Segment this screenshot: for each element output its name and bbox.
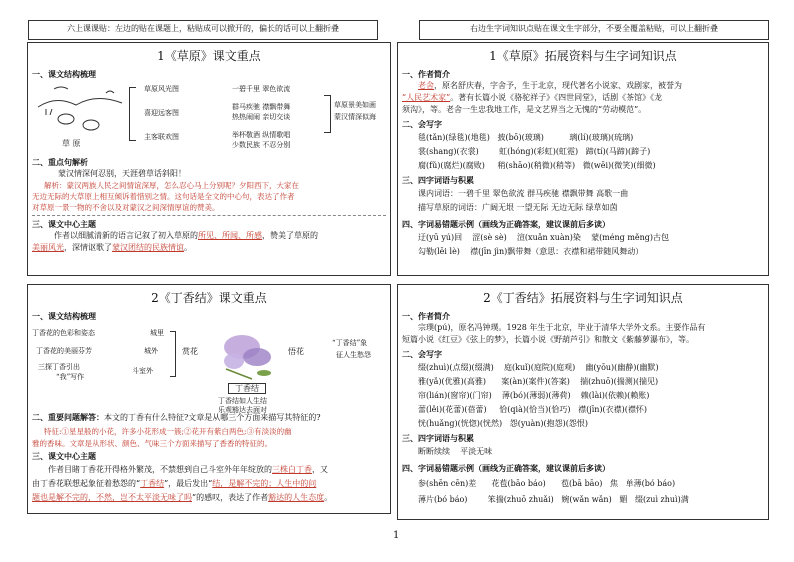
author-line: 须沟》，等。老舍一生忠我地工作，是文艺界当之无愧的“劳动模范”。 [402, 105, 647, 114]
fig-label: 丁香结 [228, 383, 266, 394]
fig-scene-2: 喜迎远客图 [144, 109, 179, 117]
lilac-illustration [212, 327, 282, 383]
fig-detail-5: 少数民族 不忍分别 [232, 141, 291, 149]
word-row: 蕾(lěi)(花蕾)(蓓蕾) 恰(qià)(恰当)(恰巧) 襟(jīn)(衣襟)(襟怀) [418, 405, 648, 414]
fig-quote-2: 征人生愁怨 [336, 351, 371, 359]
fig-left-1: 丁香花的色彩和姿态 [32, 329, 95, 337]
theme-line: 美丽风光，深情讴歌了蒙汉团结的民族情谊。 [32, 243, 192, 252]
vocab-row: 课内词语：一碧千里 翠色欲流 群马疾驰 襟飘带舞 高歌一曲 [418, 189, 629, 198]
fig-place-3: 斗室外 [132, 367, 153, 375]
answer-line: 雅的香味。文章是从形状、颜色、气味三个方面来描写了香香的特征的。 [32, 439, 272, 448]
fig-right: 悟花 [288, 347, 304, 356]
grassland-illustration [36, 85, 126, 143]
section-heading: 三、四字词语与积累 [402, 176, 474, 185]
word-row: 缀(zhuì)(点缀)(缀满) 庭(kuǐ)(庭院)(庭观) 幽(yōu)(幽静)(幽默) [418, 363, 659, 372]
fig-left-2: 丁香花的美丽芬芳 [36, 347, 92, 355]
word-row: 恍(huǎng)(恍惚)(恍然) 怨(yuàn)(抱怨)(怨恨) [418, 419, 589, 428]
error-row: 薄片(bó báo) 笨揣(zhuō zhuǎi) 婉(wǎn wǎn) 媚 缀(zuì zhuì)满 [418, 495, 689, 504]
vocab-row: 描写草原的词语：广阔无垠 一望无际 无边无际 绿草如茵 [418, 203, 618, 212]
fig-place-2: 城外 [144, 347, 158, 355]
fig-place-1: 城里 [150, 329, 164, 337]
fig-detail-1: 一碧千里 翠色欲流 [232, 85, 291, 93]
word-row: 雅(yǎ)(优雅)(高雅) 案(àn)(案件)(答案) 揣(zhuō)(揣测)(揣见) [418, 377, 659, 386]
word-row: 裳(shang)(衣裳) 虹(hóng)(彩虹)(虹霓) 蹄(tí)(马蹄)(蹄子) [418, 147, 651, 156]
word-row: 毯(tǎn)(绿毯)(地毯) 披(bō)(玻璃) 璃(lí)(玻璃)(琉璃) [418, 133, 634, 142]
structure-figure [34, 81, 384, 151]
section-heading: 一、作者简介 [402, 312, 450, 321]
divider [32, 215, 386, 216]
section-heading: 四、字词易错题示例（画线为正确答案，建议课前后多读） [402, 220, 610, 229]
fig-detail-3: 热热闹闹 亲切交谈 [232, 113, 291, 121]
fig-left-3: 三探丁香引出 [38, 363, 80, 371]
theme-line: 作者以细腻清新的语言记叙了初入草原的所见、所闻、所感，赞美了草原的 [54, 231, 318, 240]
error-row: 勾勒(lēi lè) 襟(jīn jìn)飘带舞（意思：衣襟和裙带随风舞动） [418, 247, 644, 256]
key-sentence: 蒙汉情深何忍别，天涯碧草话斜阳！ [58, 169, 186, 178]
fig-quote: “丁香结”象 [332, 339, 368, 347]
fig-bottom-2: 乐观豁达去面对 [218, 406, 267, 414]
panel-title: 2《丁香结》拓展资料与生字词知识点 [483, 291, 683, 305]
author-line: 短篇小说《红豆》《弦上的梦》，长篇小说《野葫芦引》和散文《紫藤萝瀑布》，等。 [402, 335, 694, 344]
panel-title: 2《丁香结》课文重点 [151, 291, 267, 305]
left-brace [129, 87, 136, 141]
author-line: 宗璞(pú)，原名冯钟璞。1928 年生于北京，毕业于清华大学外文系。主要作品有 [418, 323, 706, 332]
fig-theme-2: 蒙汉情深似海 [334, 113, 376, 121]
analysis-line: 无边无际的大草原上相互倾诉着惜别之情。这句话是全文的中心句，表达了作者 [32, 192, 295, 201]
section-heading: 三、四字词语与积累 [402, 434, 474, 443]
section-heading: 三、课文中心主题 [32, 452, 96, 461]
note-left: 六上课课贴：左边的贴在课题上，粘贴成可以掀开的，偏长的话可以上翻折叠 [28, 20, 378, 40]
fig-center: 赏花 [182, 347, 198, 356]
fig-detail-2: 群马疾驰 襟飘带舞 [232, 103, 291, 111]
panel-caoyuan-key-points [27, 42, 391, 276]
brace [170, 331, 176, 377]
section-heading: 三、课文中心主题 [32, 220, 96, 229]
author-line: 老舍，原名舒庆春，字舍予，生于北京，现代著名小说家、戏剧家，被誉为 [418, 81, 682, 90]
panel-dingxiangjie-key-points [27, 284, 391, 514]
right-brace [324, 95, 331, 133]
page-number: 1 [393, 530, 400, 541]
section-heading: 二、会写字 [402, 350, 442, 359]
fig-bottom-1: 丁香结如人生结 [218, 397, 267, 405]
theme-line: 由丁香花联想起象征着愁怨的“丁香结”，最后发出“结，是解不完的；人生中的问 [32, 479, 317, 488]
section-heading: 二、重点句解析 [32, 158, 88, 167]
figure-caption: 草 原 [62, 139, 81, 148]
question-line: 二、重要问题解答：本文的丁香有什么特征?文章是从哪三个方面来描写其特征的? [32, 413, 321, 422]
word-row: 帘(lián)(窗帘)(门帘) 薄(bó)(薄弱)(薄荷) 赖(lài)(依赖)(赖账) [418, 391, 650, 400]
fig-left-4: “我”写作 [56, 373, 85, 381]
fig-scene-1: 草原风光图 [144, 85, 179, 93]
note-right: 右边生字词知识点贴在课文生字部分，不要全覆盖粘贴，可以上翻折叠 [419, 20, 769, 40]
theme-line: 题也是解不完的，不然，岂不太平淡无味了吗”的感叹，表达了作者豁达的人生态度。 [32, 493, 333, 502]
panel-caoyuan-extension [397, 42, 769, 276]
answer-line: 特征:①星星般的小花，许多小花形成一簇;②花开有紫白两色;③有淡淡的幽 [44, 427, 292, 436]
section-heading: 一、课文结构梳理 [32, 70, 96, 79]
panel-dingxiangjie-extension [397, 284, 769, 520]
panel-title: 1《草原》拓展资料与生字词知识点 [489, 49, 677, 63]
author-line: “人民艺术家”。著有长篇小说《骆驼祥子》《四世同堂》，话剧《茶馆》《龙 [402, 93, 663, 102]
fig-detail-4: 举杯敬酒 纵情歌唱 [232, 131, 291, 139]
error-row: 参(shēn cēn)差 花苞(bāo báo) 苞(bā bāo) 焦 单薄(bó báo) [418, 479, 676, 488]
section-heading: 四、字词易错题示例（画线为正确答案，建议课前后多读） [402, 464, 610, 473]
vocab-row: 断断续续 平淡无味 [418, 447, 493, 456]
section-heading: 二、会写字 [402, 120, 442, 129]
fig-theme-1: 草原景美如画 [334, 101, 376, 109]
panel-title: 1《草原》课文重点 [157, 49, 261, 63]
analysis-line: 对草原一景一物的不舍以及对蒙汉之间深情厚谊的赞美。 [32, 203, 220, 212]
error-row: 迂(yū yú)回 涩(sè sè) 渲(xuǎn xuàn)染 蒙(méng měng)古包 [418, 233, 670, 242]
fig-scene-3: 主客联欢图 [144, 133, 179, 141]
theme-line: 作者目睹丁香花开得格外繁茂，不禁想到自己斗室外年年绽放的三株白丁香，又 [48, 465, 328, 474]
section-heading: 一、课文结构梳理 [32, 312, 96, 321]
word-row: 腐(fǔ)(腐烂)(腐败) 稍(shāo)(稍微)(稍等) 微(wēi)(微笑)(细微) [418, 161, 656, 170]
structure-figure [32, 323, 386, 413]
analysis-line: 解析：蒙汉两族人民之间情谊深厚，怎么忍心马上分别呢？夕阳西下，大家在 [44, 181, 299, 190]
section-heading: 一、作者简介 [402, 70, 450, 79]
